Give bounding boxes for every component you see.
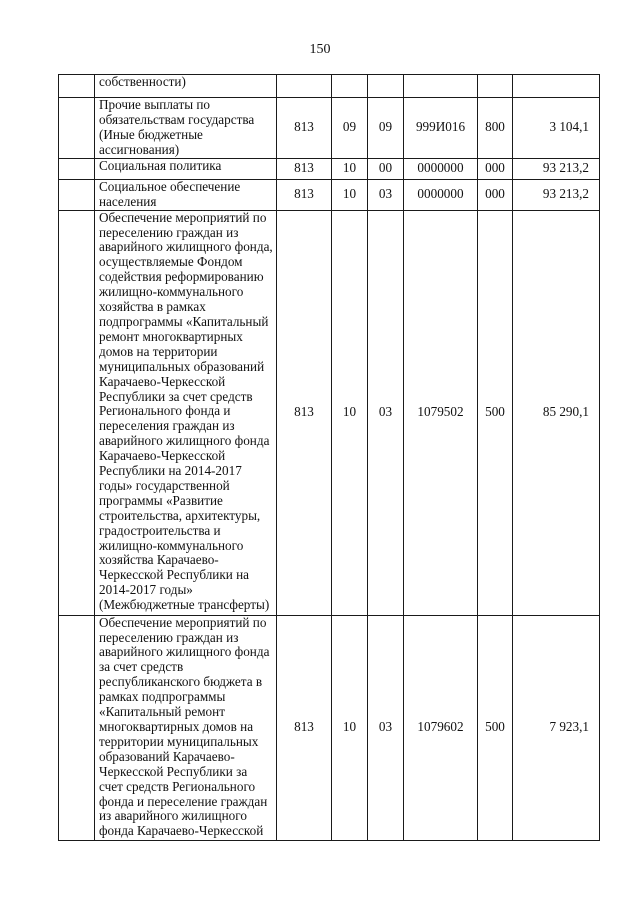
page-number: 150 — [309, 42, 331, 57]
amount: 93 213,2 — [513, 179, 600, 210]
ministry-code — [277, 75, 332, 98]
ministry-code: 813 — [277, 210, 332, 615]
row-number-cell — [59, 179, 95, 210]
expense-type-code: 500 — [478, 615, 513, 840]
table-row — [59, 158, 600, 179]
subsection-code: 00 — [368, 158, 404, 179]
subsection-code: 03 — [368, 179, 404, 210]
item-name — [95, 158, 277, 179]
item-name-text: Обеспечение мероприятий по переселению граждан из аварийного жилищного фонда, осуществляемые Фондом содействия реформированию жилищно-коммунального хозяйства в рамках подпрограммы «Капитальный ремонт многоквартирных домов на территории муниципальных образований Карачаево-Черкесской Республики за счет средств Регионального фонда и переселения граждан из аварийного жилищного фонда Карачаево-Черкесской Республики на 2014-2017 годы» государственной программы «Развитие строительства, архитектуры, градостроительства и жилищно-коммунального хозяйства Карачаево-Черкесской Республики на 2014-2017 годы» (Межбюджетные трансферты) — [99, 209, 273, 613]
subsection-code: 03 — [368, 615, 404, 840]
ministry-code: 813 — [277, 179, 332, 210]
item-name — [95, 179, 277, 210]
target-article-code: 1079502 — [404, 210, 478, 615]
item-name — [95, 615, 277, 840]
target-article-code: 0000000 — [404, 179, 478, 210]
target-article-code: 999И016 — [404, 98, 478, 159]
expense-type-code: 500 — [478, 210, 513, 615]
row-number-cell — [59, 98, 95, 159]
section-code: 10 — [332, 210, 368, 615]
row-number-cell — [59, 210, 95, 615]
table-row — [59, 210, 600, 615]
item-name-text: Социальное обеспечение населения — [99, 178, 241, 209]
expense-type-code: 800 — [478, 98, 513, 159]
budget-table — [58, 74, 600, 841]
row-number-cell — [59, 75, 95, 98]
item-name — [95, 98, 277, 159]
subsection-code — [368, 75, 404, 98]
expense-type-code: 000 — [478, 158, 513, 179]
expense-type-code — [478, 75, 513, 98]
target-article-code — [404, 75, 478, 98]
expense-type-code: 000 — [478, 179, 513, 210]
item-name-text: Социальная политика — [99, 157, 222, 173]
amount: 93 213,2 — [513, 158, 600, 179]
row-number-cell — [59, 158, 95, 179]
subsection-code: 03 — [368, 210, 404, 615]
section-code: 10 — [332, 158, 368, 179]
amount — [513, 75, 600, 98]
amount: 85 290,1 — [513, 210, 600, 615]
section-code: 09 — [332, 98, 368, 159]
subsection-code: 09 — [368, 98, 404, 159]
section-code: 10 — [332, 179, 368, 210]
amount: 3 104,1 — [513, 98, 600, 159]
section-code: 10 — [332, 615, 368, 840]
table-row — [59, 615, 600, 840]
ministry-code: 813 — [277, 98, 332, 159]
item-name-text: Обеспечение мероприятий по переселению граждан из аварийного жилищного фонда за счет средств республиканского бюджета в рамках подпрограммы «Капитальный ремонт многоквартирных домов на территории муниципальных образований Карачаево-Черкесской Республики за счет средств Регионального фонда и переселение граждан из аварийного жилищного фонда Карачаево-Черкесской — [99, 614, 270, 839]
table-row — [59, 179, 600, 210]
section-code — [332, 75, 368, 98]
target-article-code: 0000000 — [404, 158, 478, 179]
item-name — [95, 75, 277, 98]
item-name-text: собственности) — [99, 74, 186, 89]
target-article-code: 1079602 — [404, 615, 478, 840]
table-row — [59, 98, 600, 159]
item-name-text: Прочие выплаты по обязательствам государства (Иные бюджетные ассигнования) — [99, 97, 255, 157]
item-name — [95, 210, 277, 615]
row-number-cell — [59, 615, 95, 840]
amount: 7 923,1 — [513, 615, 600, 840]
ministry-code: 813 — [277, 158, 332, 179]
table-row — [59, 75, 600, 98]
ministry-code: 813 — [277, 615, 332, 840]
